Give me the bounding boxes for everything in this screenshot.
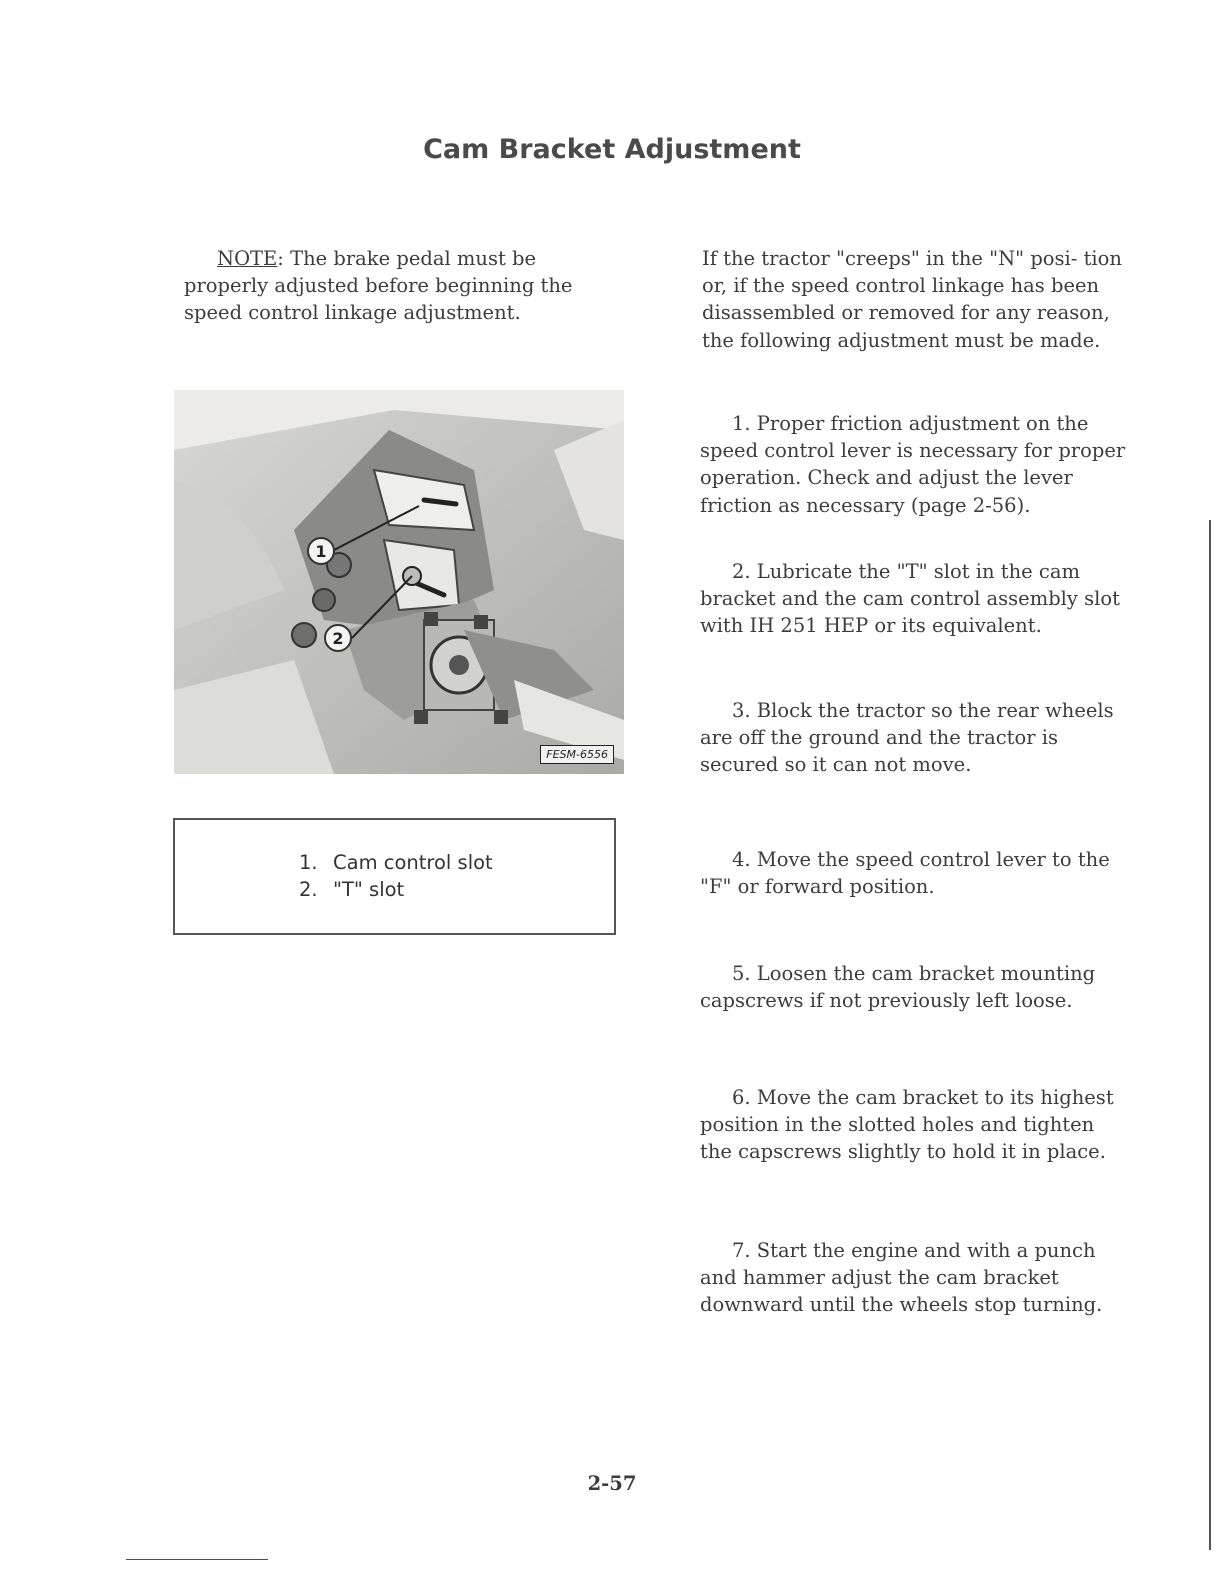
step-4: 4. Move the speed control lever to the "F" or forward position. <box>700 848 1110 899</box>
legend-number: 1. <box>299 851 318 874</box>
footer-rule <box>126 1559 268 1560</box>
legend-item <box>299 876 493 903</box>
legend-label: "T" slot <box>333 878 405 901</box>
page-title: Cam Bracket Adjustment <box>423 134 801 165</box>
step-6: 6. Move the cam bracket to its highest position in the slotted holes and tighten the capscrews slightly to hold it in place. <box>700 1086 1114 1164</box>
linkage-photo <box>174 390 624 774</box>
figure-legend <box>173 818 616 935</box>
note-text: : The brake pedal must be properly adjusted before beginning the speed control linkage adjustment. <box>184 247 573 325</box>
legend-number: 2. <box>299 878 318 901</box>
callout-2: 2 <box>324 624 352 652</box>
step-5: 5. Loosen the cam bracket mounting capscrews if not previously left loose. <box>700 962 1096 1013</box>
legend-list <box>299 849 493 903</box>
intro-paragraph: If the tractor "creeps" in the "N" posi- tion or, if the speed control linkage has been disassembled or removed for any reason, the following adjustment must be made. <box>702 247 1122 352</box>
step-1: 1. Proper friction adjustment on the speed control lever is necessary for proper operation. Check and adjust the lever friction as necessary (page 2-56). <box>700 412 1126 517</box>
legend-item <box>299 849 493 876</box>
legend-label: Cam control slot <box>333 851 493 874</box>
page-number: 2-57 <box>587 1472 637 1495</box>
callout-1: 1 <box>307 537 335 565</box>
figure-code: FESM-6556 <box>540 745 614 764</box>
step-3: 3. Block the tractor so the rear wheels are off the ground and the tractor is secured so it can not move. <box>700 699 1114 777</box>
step-2: 2. Lubricate the "T" slot in the cam bracket and the cam control assembly slot with IH 251 HEP or its equivalent. <box>700 560 1120 638</box>
note-paragraph <box>184 245 614 327</box>
note-label: NOTE <box>217 247 278 270</box>
linkage-photo-illustration <box>174 390 624 774</box>
scan-edge-line <box>1209 520 1211 1550</box>
step-7: 7. Start the engine and with a punch and hammer adjust the cam bracket downward until the wheels stop turning. <box>700 1239 1103 1317</box>
